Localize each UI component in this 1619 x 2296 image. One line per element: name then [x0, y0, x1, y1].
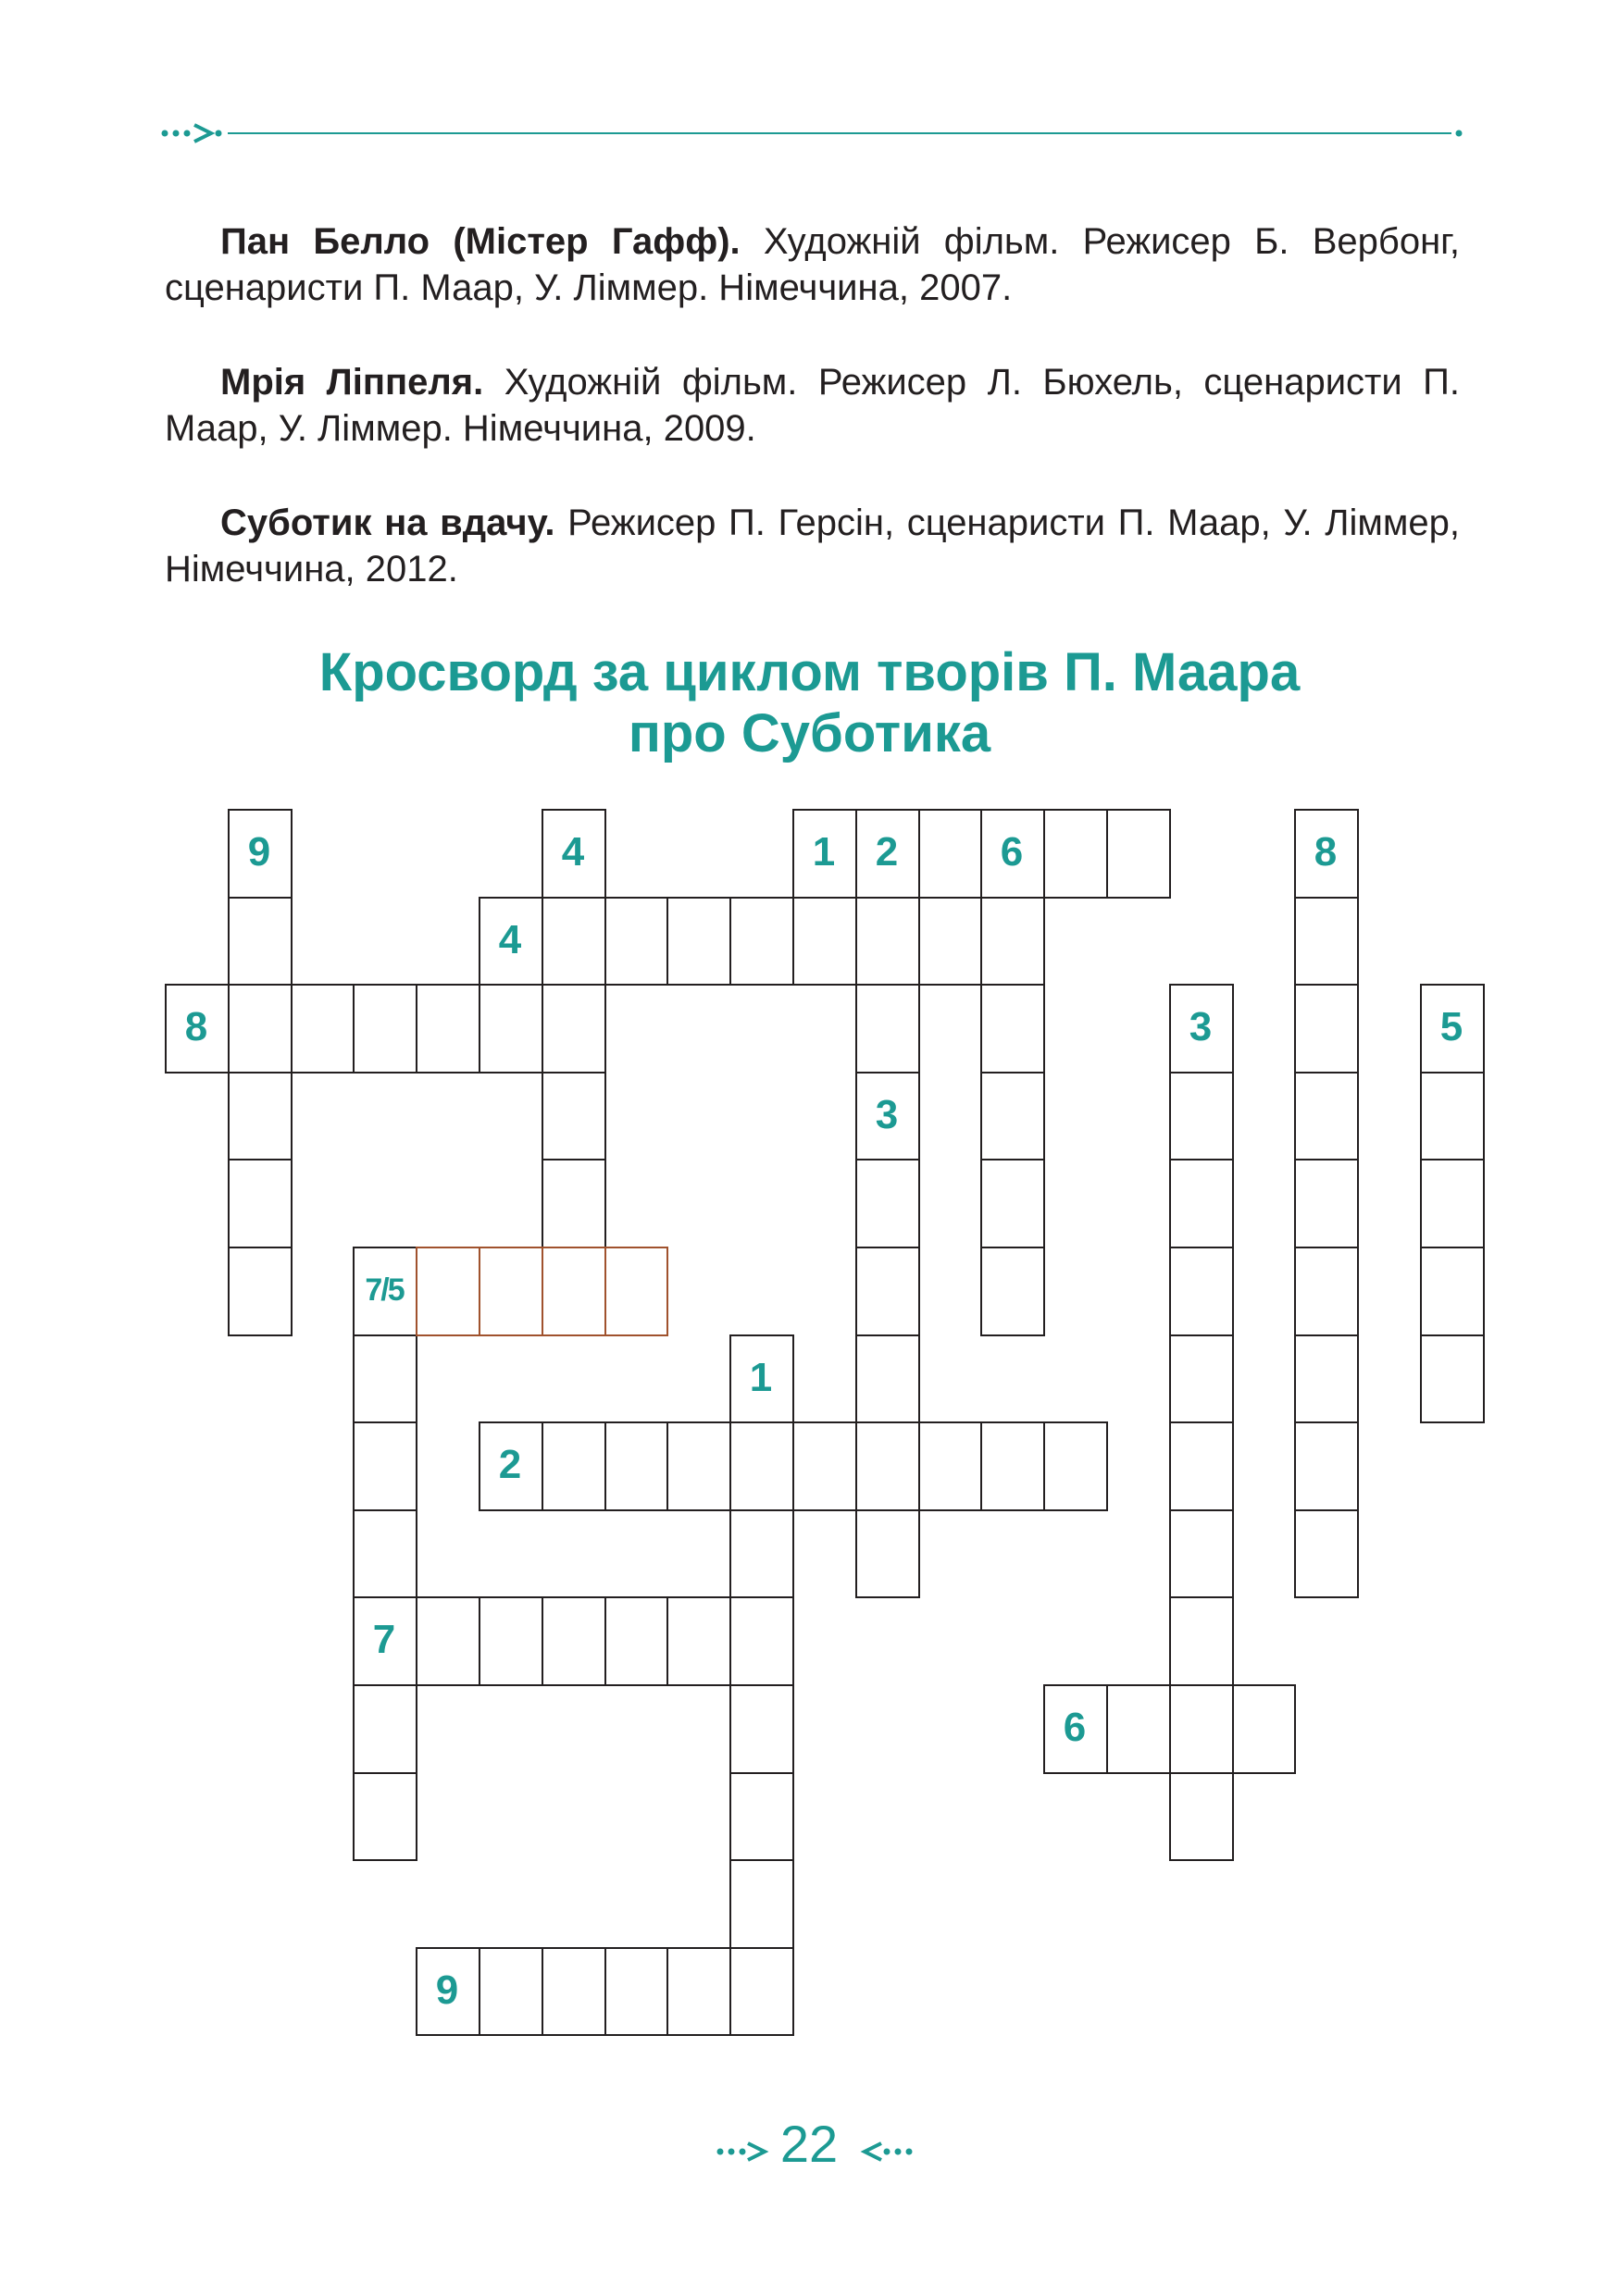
crossword-cell-highlighted[interactable]: [604, 1247, 668, 1336]
crossword-cell[interactable]: [918, 897, 982, 986]
crossword-cell[interactable]: [479, 984, 543, 1074]
crossword-cell[interactable]: [479, 1596, 543, 1686]
crossword-cell[interactable]: [980, 984, 1045, 1074]
crossword-cell[interactable]: [1169, 1421, 1234, 1511]
crossword-cell[interactable]: [1294, 1334, 1359, 1423]
clue-number: 2: [498, 1442, 522, 1487]
crossword-cell[interactable]: [479, 1947, 543, 2036]
crossword-cell[interactable]: [1169, 1247, 1234, 1336]
crossword-cell[interactable]: [1169, 1072, 1234, 1160]
crossword-cell[interactable]: [980, 1159, 1045, 1248]
crossword-cell[interactable]: [1169, 1596, 1234, 1686]
page-number: 22: [779, 2115, 839, 2173]
crossword-cell[interactable]: [729, 1947, 794, 2036]
crossword-cell[interactable]: [604, 1421, 668, 1511]
clue-number: 4: [561, 829, 585, 875]
crossword-cell[interactable]: [604, 897, 668, 986]
crossword-cell[interactable]: [729, 1772, 794, 1861]
top-decorative-rule: [159, 118, 1464, 148]
crossword-cell[interactable]: [228, 1072, 293, 1160]
reference-item: [165, 218, 1460, 311]
crossword-cell-highlighted[interactable]: [542, 1247, 606, 1336]
crossword-cell[interactable]: [855, 1509, 920, 1598]
crossword-cell[interactable]: [980, 1072, 1045, 1160]
crossword-cell[interactable]: [1169, 1159, 1234, 1248]
crossword-cell[interactable]: [353, 1334, 417, 1423]
crossword-cell[interactable]: [980, 1421, 1045, 1511]
reference-title: Суботик на вдачу.: [220, 503, 555, 543]
crossword-cell[interactable]: [855, 1159, 920, 1248]
crossword-cell[interactable]: [980, 897, 1045, 986]
crossword-cell[interactable]: [1169, 1772, 1234, 1861]
crossword-cell[interactable]: [1169, 1334, 1234, 1423]
reference-title: Пан Белло (Містер Гафф).: [220, 221, 741, 262]
clue-number: 5: [1439, 1004, 1463, 1049]
crossword-cell[interactable]: [1106, 809, 1171, 899]
crossword-cell[interactable]: [353, 1684, 417, 1774]
crossword-cell[interactable]: [1106, 1684, 1171, 1774]
clue-number: 8: [184, 1004, 208, 1049]
crossword-cell[interactable]: [1232, 1684, 1296, 1774]
crossword-cell[interactable]: [1294, 1247, 1359, 1336]
crossword-cell[interactable]: [542, 984, 606, 1074]
clue-number: 2: [875, 829, 899, 875]
crossword-cell[interactable]: [353, 984, 417, 1074]
crossword-cell[interactable]: [542, 1596, 606, 1686]
crossword-cell[interactable]: [666, 1421, 731, 1511]
clue-number: 7/5: [365, 1272, 404, 1308]
crossword-cell-highlighted[interactable]: [416, 1247, 480, 1336]
clue-number: 9: [247, 829, 271, 875]
crossword-cell[interactable]: [729, 1421, 794, 1511]
crossword-cell[interactable]: [666, 1596, 731, 1686]
crossword-cell[interactable]: [855, 1334, 920, 1423]
crossword-cell[interactable]: [542, 1947, 606, 2036]
crossword-cell[interactable]: [228, 984, 293, 1074]
crossword-title: Кросворд за циклом творів П. Маара: [318, 642, 1301, 702]
crossword-cell[interactable]: [542, 1421, 606, 1511]
crossword-cell[interactable]: [1043, 1421, 1108, 1511]
clue-number: 7: [372, 1617, 396, 1662]
clue-number: 3: [875, 1092, 899, 1137]
crossword-cell[interactable]: [729, 897, 794, 986]
reference-item: [165, 359, 1460, 452]
crossword-cell[interactable]: [729, 1509, 794, 1598]
crossword-cell[interactable]: [228, 1159, 293, 1248]
crossword-cell[interactable]: [1420, 1159, 1485, 1248]
crossword-cell[interactable]: [855, 1247, 920, 1336]
clue-number: 9: [435, 1967, 459, 2013]
crossword-cell[interactable]: [729, 1859, 794, 1949]
clue-number: 1: [812, 829, 836, 875]
crossword-cell[interactable]: [604, 1596, 668, 1686]
crossword-cell[interactable]: [353, 1509, 417, 1598]
crossword-cell[interactable]: [228, 897, 293, 986]
clue-number: 4: [498, 917, 522, 962]
crossword-cell[interactable]: [542, 1159, 606, 1248]
reference-title: Мрія Ліппеля.: [220, 362, 484, 403]
crossword-cell[interactable]: [1420, 1334, 1485, 1423]
crossword-cell[interactable]: [980, 1247, 1045, 1336]
reference-text: Художній фільм. Режисер Б. Вербонг, сценаристи П. Маар, У. Ліммер. Німеччина, 2007.: [165, 221, 1460, 308]
crossword-cell[interactable]: [416, 984, 480, 1074]
crossword-cell[interactable]: [1420, 1072, 1485, 1160]
crossword-cell[interactable]: [855, 984, 920, 1074]
reference-text: Художній фільм. Режисер Л. Бюхель, сценаристи П. Маар, У. Ліммер. Німеччина, 2009.: [165, 362, 1461, 449]
crossword-cell[interactable]: [416, 1596, 480, 1686]
reference-text: Режисер П. Герсін, сценаристи П. Маар, У. Ліммер, Німеччина, 2012.: [165, 503, 1460, 590]
crossword-cell[interactable]: [1294, 1509, 1359, 1598]
crossword-cell[interactable]: [1294, 984, 1359, 1074]
crossword-cell[interactable]: [918, 1421, 982, 1511]
crossword-cell-highlighted[interactable]: [479, 1247, 543, 1336]
crossword-cell[interactable]: [1294, 897, 1359, 986]
clue-number: 1: [749, 1355, 773, 1400]
clue-number: 6: [1000, 829, 1024, 875]
crossword-cell[interactable]: [353, 1772, 417, 1861]
crossword-cell[interactable]: [228, 1247, 293, 1336]
crossword-cell[interactable]: [729, 1596, 794, 1686]
crossword-cell[interactable]: [666, 1947, 731, 2036]
crossword-cell[interactable]: [1294, 1159, 1359, 1248]
crossword-cell[interactable]: [1169, 1684, 1234, 1774]
crossword-cell[interactable]: [792, 1421, 857, 1511]
clue-number: 8: [1314, 829, 1338, 875]
crossword-cell[interactable]: [604, 1947, 668, 2036]
clue-number: 6: [1063, 1705, 1087, 1750]
crossword-subtitle: про Суботика: [628, 703, 991, 763]
crossword-cell[interactable]: [1043, 809, 1108, 899]
crossword-cell[interactable]: [1420, 1247, 1485, 1336]
crossword-cell[interactable]: [855, 1421, 920, 1511]
crossword-cell[interactable]: [792, 897, 857, 986]
crossword-cell[interactable]: [666, 897, 731, 986]
reference-item: [165, 500, 1460, 592]
crossword-cell[interactable]: [1294, 1072, 1359, 1160]
crossword-cell[interactable]: [542, 897, 606, 986]
clue-number: 3: [1189, 1004, 1213, 1049]
crossword-cell[interactable]: [918, 809, 982, 899]
crossword-cell[interactable]: [1294, 1421, 1359, 1511]
crossword-cell[interactable]: [291, 984, 355, 1074]
crossword-cell[interactable]: [542, 1072, 606, 1160]
crossword-cell[interactable]: [855, 897, 920, 986]
crossword-cell[interactable]: [729, 1684, 794, 1774]
crossword-cell[interactable]: [1169, 1509, 1234, 1598]
crossword-cell[interactable]: [353, 1421, 417, 1511]
